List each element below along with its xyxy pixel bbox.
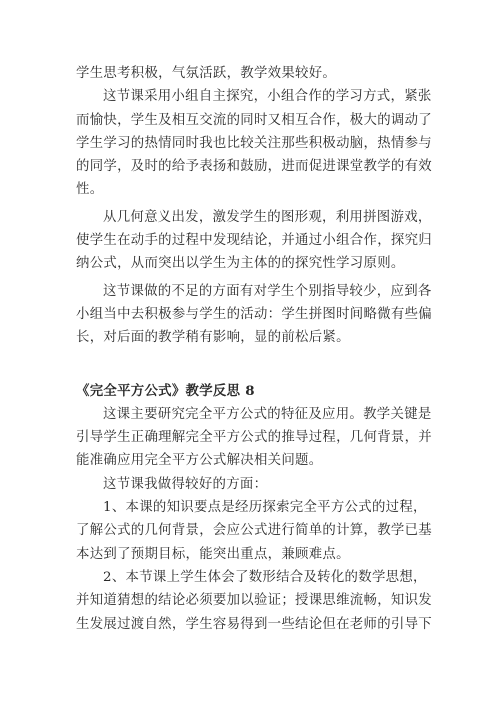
paragraph-point-1 xyxy=(76,496,432,566)
text-line: 使学生在动手的过程中发现结论，并通过小组合作，探究归 xyxy=(76,233,432,249)
text-line: 这节课我做得较好的方面： xyxy=(103,476,268,492)
paragraph-group-learning xyxy=(76,85,432,201)
text-line: 生发展过渡自然，学生容易得到一些结论但在老师的引导下 xyxy=(76,616,432,632)
section-title: 《完全平方公式》教学反思 8 xyxy=(76,382,255,399)
text-line: 学生思考积极，气氛活跃，教学效果较好。 xyxy=(76,66,337,81)
text-line: 2、本节课上学生体会了数形结合及转化的数学思想， xyxy=(103,569,427,585)
text-line: 性。 xyxy=(76,182,104,198)
text-line: 小组当中去积极参与学生的活动：学生拼图时间略微有些偏 xyxy=(76,306,432,322)
text-line: 从几何意义出发，激发学生的图形观，利用拼图游戏， xyxy=(103,209,432,225)
paragraph-continuation xyxy=(76,62,428,85)
text-line: 引导学生正确理解完全平方公式的推导过程，几何背景，并 xyxy=(76,430,432,446)
paragraph-point-2 xyxy=(76,566,432,636)
text-line: 纳公式，从而突出以学生为主体的的探究性学习原则。 xyxy=(76,256,405,272)
text-line: 这节课采用小组自主探究，小组合作的学习方式，紧张 xyxy=(103,89,432,105)
document-page xyxy=(76,62,432,636)
text-line: 了解公式的几何背景，会应公式进行简单的计算，教学已基 xyxy=(76,523,432,539)
text-line: 的同学，及时的给予表扬和鼓励，进而促进课堂教学的有效 xyxy=(76,159,432,175)
paragraph-geometry xyxy=(76,206,432,276)
text-line: 能准确应用完全平方公式解决相关问题。 xyxy=(76,453,323,469)
text-line: 学生学习的热情同时我也比较关注那些积极动脑，热情参与 xyxy=(76,135,432,151)
text-line: 1、本课的知识要点是经历探索完全平方公式的过程， xyxy=(103,500,427,516)
text-line: 这节课做的不足的方面有对学生个别指导较少，应到各 xyxy=(103,283,432,299)
paragraph-shortcomings xyxy=(76,280,432,350)
text-line: 而愉快，学生及相互交流的同时又相互合作，极大的调动了 xyxy=(76,112,432,128)
text-line: 这课主要研究完全平方公式的特征及应用。教学关键是 xyxy=(103,406,432,422)
text-line: 长，对后面的教学稍有影响，显的前松后紧。 xyxy=(76,330,350,346)
text-line: 并知道猜想的结论必须要加以验证；授课思维流畅，知识发 xyxy=(76,593,432,609)
paragraph-strengths-heading xyxy=(76,473,428,496)
paragraph-intro xyxy=(76,403,432,473)
section-spacer xyxy=(76,350,428,380)
text-line: 本达到了预期目标，能突出重点，兼顾难点。 xyxy=(76,546,350,562)
